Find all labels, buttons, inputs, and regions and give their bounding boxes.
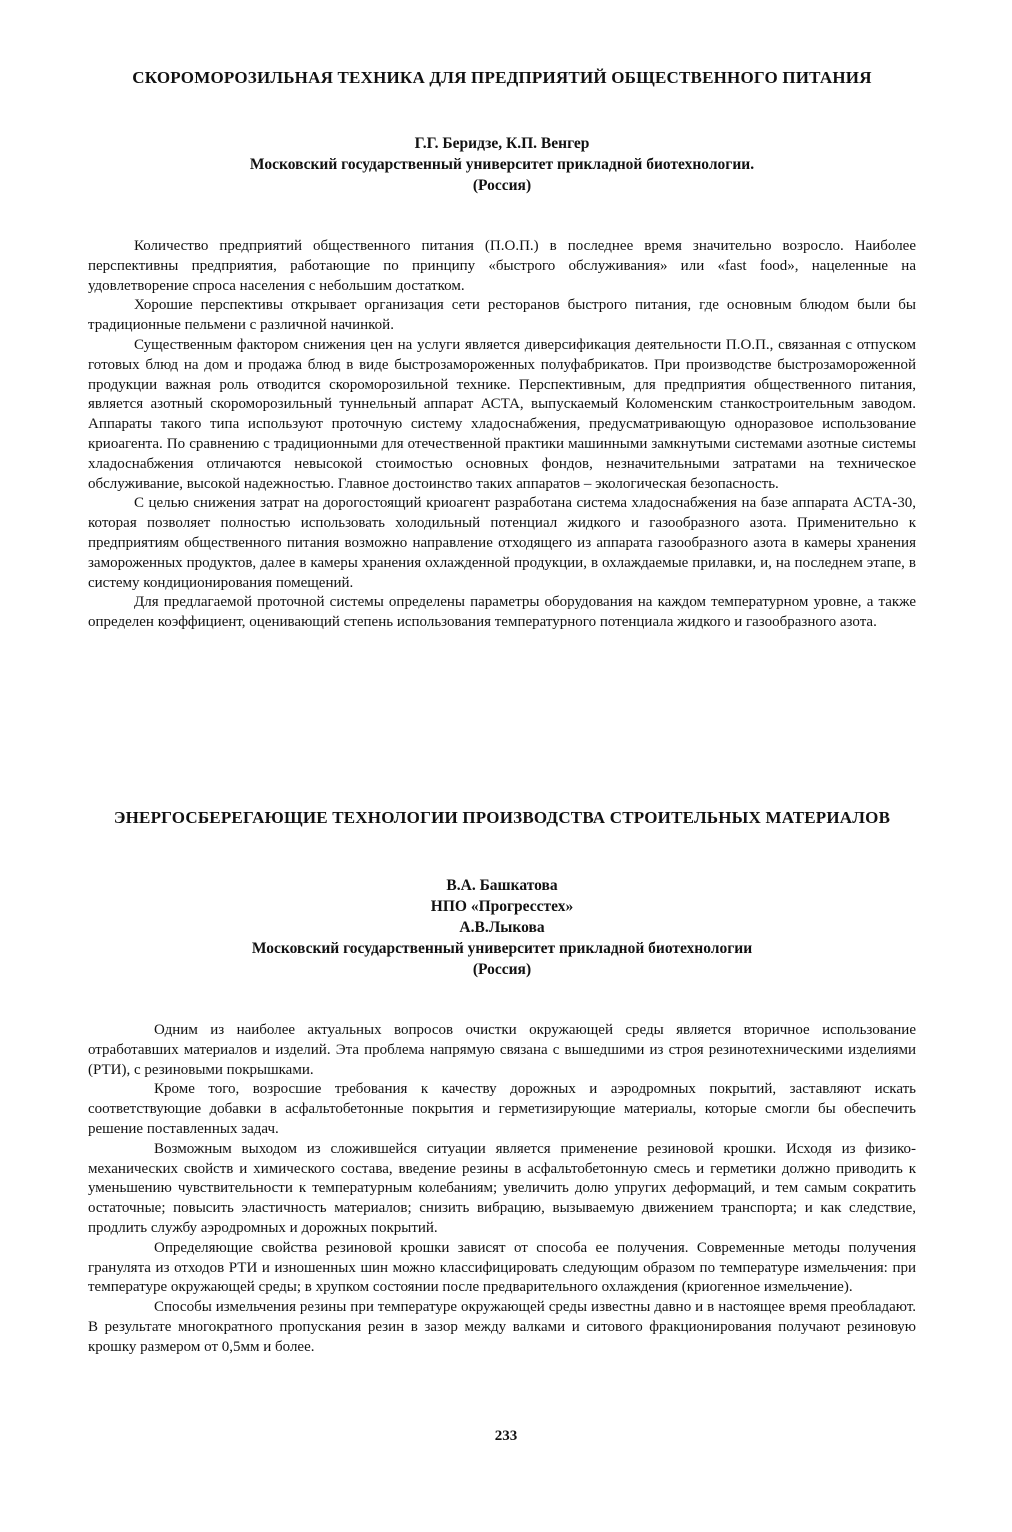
article-1-country: (Россия) xyxy=(472,177,532,194)
paragraph: С целью снижения затрат на дорогостоящий криоагент разработана система хладоснабжения на базе аппарата АСТА-30, которая позволяет полностью использовать холодильный потенциал жидкого и газообразного азота. Применительно к предприятиям общественного питания возможно направление отходящего из аппарата газообразного азота в камеры хранения замороженных продуктов, далее в камеры хранения охлажденной продукции, в охлаждаемые прилавки, и, на последнем этапе, в систему кондиционирования помещений. xyxy=(88,495,916,591)
paragraph: Одним из наиболее актуальных вопросов очистки окружающей среды является вторичное использование отработавших материалов и изделий. Эта проблема напрямую связана с вышедшими из строя резинотехническими изделиями (РТИ), с резиновыми покрышками. xyxy=(88,1022,916,1078)
paragraph: Количество предприятий общественного питания (П.О.П.) в последнее время значительно возросло. Наиболее перспективны предприятия, работающие по принципу «быстрого обслуживания» или «fast food», нацеленные на удовлетворение спроса населения с небольшим достатком. xyxy=(88,238,916,294)
article-2-author-1: В.А. Башкатова xyxy=(446,877,558,894)
article-2-body xyxy=(88,1021,916,1358)
paragraph: Хорошие перспективы открывает организация сети ресторанов быстрого питания, где основным блюдом были бы традиционные пельмени с различной начинкой. xyxy=(88,297,916,334)
article-1-byline xyxy=(88,133,916,196)
article-2-affiliation: Московский государственный университет прикладной биотехнологии xyxy=(251,940,753,957)
article-2-org-1: НПО «Прогресстех» xyxy=(430,898,574,915)
article-2-byline xyxy=(88,875,916,980)
paragraph: Определяющие свойства резиновой крошки зависят от способа ее получения. Современные методы получения гранулята из отходов РТИ и изношенных шин можно классифицировать следующим образом по температуре измельчения: при температуре окружающей среды; в хрупком состоянии после предварительного охлаждения (криогенное измельчение). xyxy=(88,1239,916,1296)
article-2-author-2: А.В.Лыкова xyxy=(459,919,545,936)
paragraph: Для предлагаемой проточной системы определены параметры оборудования на каждом температурном уровне, а также определен коэффициент, оценивающий степень использования температурного потенциала жидкого и газообразного азота. xyxy=(88,594,916,631)
page-number: 233 xyxy=(494,1428,518,1444)
paragraph: Существенным фактором снижения цен на услуги является диверсификация деятельности П.О.П., связанная с отпуском готовых блюд на дом и продажа блюд в виде быстрозамороженных полуфабрикатов. При производстве быстрозамороженной продукции важная роль отводится скороморозильной технике. Перспективным, для предприятия общественного питания, является азотный скороморозильный туннельный аппарат АСТА, выпускаемый Коломенским станкостроительным заводом. Аппараты такого типа используют проточную систему хладоснабжения, предусматривающую одноразовое использование криоагента. По сравнению с традиционными для отечественной практики машинными замкнутыми системами азотные системы хладоснабжения отличаются невысокой стоимостью основных фондов, незначительными затратами на техническое обслуживание, высокой надежностью. Главное достоинство таких аппаратов – экологическая безопасность. xyxy=(88,336,916,492)
article-2 xyxy=(88,808,916,1358)
article-1 xyxy=(88,68,916,633)
paragraph: Возможным выходом из сложившейся ситуации является применение резиновой крошки. Исходя из физико-механических свойств и химического состава, введение резины в асфальтобетонную смесь и герметики должно приводить к уменьшению чувствительности к температурным колебаниям; увеличить долю упругих деформаций, и тем самым сократить остаточные; повысить эластичность материалов; снизить вибрацию, вызываемую движением транспорта; и как следствие, продлить службу аэродромных и дорожных покрытий. xyxy=(88,1140,916,1236)
article-1-affiliation: Московский государственный университет прикладной биотехнологии. xyxy=(249,156,755,173)
article-1-body xyxy=(88,237,916,633)
article-1-authors: Г.Г. Беридзе, К.П. Венгер xyxy=(414,135,590,152)
article-1-title: СКОРОМОРОЗИЛЬНАЯ ТЕХНИКА ДЛЯ ПРЕДПРИЯТИЙ ОБЩЕСТВЕННОГО ПИТАНИЯ xyxy=(132,68,872,87)
article-2-title: ЭНЕРГОСБЕРЕГАЮЩИЕ ТЕХНОЛОГИИ ПРОИЗВОДСТВА СТРОИТЕЛЬНЫХ МАТЕРИАЛОВ xyxy=(113,808,891,827)
paragraph: Способы измельчения резины при температуре окружающей среды известны давно и в настоящее время преобладают. В результате многократного пропускания резин в зазор между валками и ситового фракционирования получают резиновую крошку размером от 0,5мм и более. xyxy=(88,1299,916,1355)
article-2-country: (Россия) xyxy=(472,961,532,978)
paragraph: Кроме того, возросшие требования к качеству дорожных и аэродромных покрытий, заставляют искать соответствующие добавки в асфальтобетонные покрытия и герметизирующие материалы, которые смогли бы обеспечить решение поставленных задач. xyxy=(88,1081,916,1137)
